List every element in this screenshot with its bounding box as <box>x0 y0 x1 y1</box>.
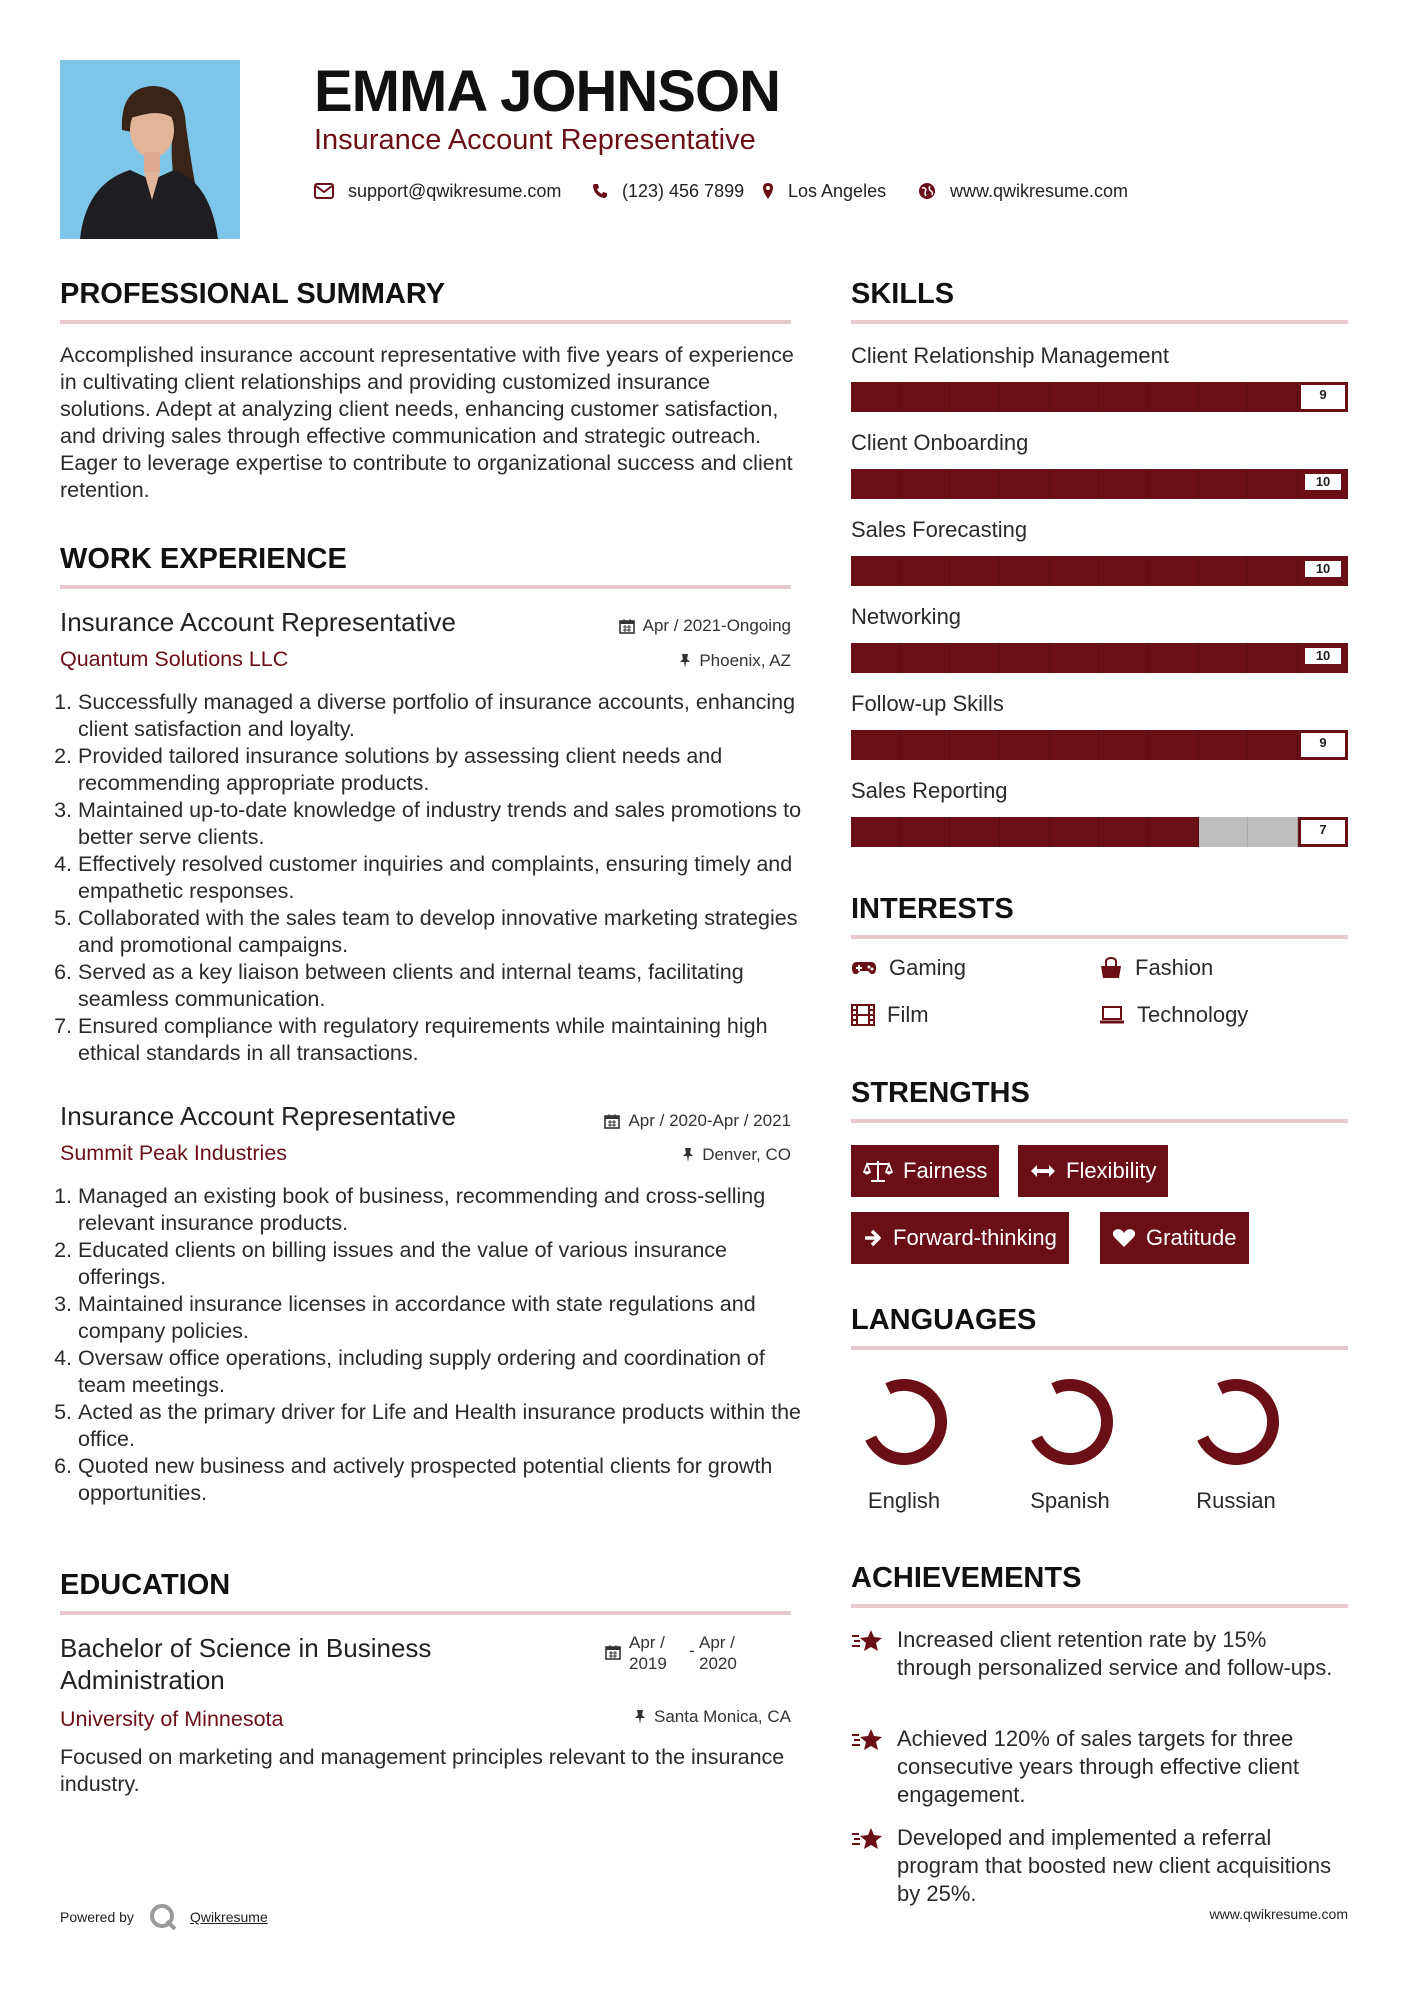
website-text: www.qwikresume.com <box>950 181 1129 201</box>
skill-level-value: 10 <box>1305 561 1341 577</box>
date-separator: - <box>689 1641 695 1660</box>
skill-label: Client Onboarding <box>851 430 1029 455</box>
list-item: 3. Maintained up-to-date knowledge of industry trends and sales promotions to better serve clients. <box>78 797 813 851</box>
skill-segment <box>1149 817 1199 847</box>
skill-segment <box>851 643 901 673</box>
language-level-arc <box>871 1385 941 1459</box>
strength-label: Forward-thinking <box>893 1225 1057 1250</box>
skill-segment <box>1199 730 1249 760</box>
skill-level-value: 10 <box>1305 474 1341 490</box>
balance-scale-icon <box>863 1159 893 1183</box>
list-item: 4. Oversaw office operations, including supply ordering and coordination of team meetings. <box>78 1345 813 1399</box>
skill-label: Networking <box>851 604 962 629</box>
strengths-divider <box>851 1119 1348 1123</box>
skill-segment <box>1149 469 1199 499</box>
shooting-star-icon <box>851 1628 885 1654</box>
list-item: 5. Acted as the primary driver for Life and Health insurance products within the office. <box>78 1399 813 1453</box>
skill-segment <box>1000 556 1050 586</box>
interest-technology <box>1099 1000 1248 1030</box>
skill-level-value: 7 <box>1305 822 1341 838</box>
pushpin-icon <box>634 1709 646 1725</box>
interest-gaming <box>851 953 966 983</box>
list-item: 7. Ensured compliance with regulatory requirements while maintaining high ethical standards in all transactions. <box>78 1013 813 1067</box>
skill-level-box <box>1298 469 1348 499</box>
degree-title: Bachelor of Science in Business Administration <box>60 1633 432 1695</box>
skill-segment <box>1248 469 1298 499</box>
skill-segment <box>950 556 1000 586</box>
achievement-item <box>851 1626 1346 1682</box>
arrows-horizontal-icon <box>1030 1163 1056 1179</box>
job-company: Quantum Solutions LLC <box>60 647 289 671</box>
school-name: University of Minnesota <box>60 1707 284 1731</box>
shooting-star-icon <box>851 1727 885 1753</box>
skill-segment <box>950 817 1000 847</box>
achievements-heading: ACHIEVEMENTS <box>851 1562 1082 1594</box>
language-english <box>834 1370 974 1515</box>
skill-label: Sales Forecasting <box>851 517 1028 542</box>
strength-label: Flexibility <box>1066 1158 1157 1183</box>
skill-segment <box>851 469 901 499</box>
skill-segment <box>1099 469 1149 499</box>
skill-label: Client Relationship Management <box>851 343 1169 368</box>
interests-heading: INTERESTS <box>851 893 1014 925</box>
skill-segment <box>1199 817 1249 847</box>
job-dates-text: Apr / 2020-Apr / 2021 <box>628 1111 791 1130</box>
skill-bar <box>851 469 1348 499</box>
list-item: 4. Effectively resolved customer inquiries and complaints, ensuring timely and empathetic responses. <box>78 851 813 905</box>
job-bullets <box>60 1183 813 1507</box>
job-location-text: Phoenix, AZ <box>699 651 791 670</box>
languages-divider <box>851 1346 1348 1350</box>
skill-bar <box>851 817 1348 847</box>
pushpin-icon <box>679 653 691 669</box>
skill-segment <box>950 382 1000 412</box>
list-item: 6. Quoted new business and actively prospected potential clients for growth opportunities. <box>78 1453 813 1507</box>
skill-level-box <box>1298 817 1348 847</box>
pushpin-icon <box>682 1147 694 1163</box>
envelope-icon <box>314 183 334 199</box>
film-icon <box>851 1004 875 1026</box>
powered-by-text: Powered by <box>60 1909 134 1925</box>
skill-segment <box>851 730 901 760</box>
laptop-icon <box>1099 1005 1125 1025</box>
skills-divider <box>851 320 1348 324</box>
skill-segment <box>1149 730 1199 760</box>
skill-segment <box>1050 556 1100 586</box>
skill-segment <box>1199 469 1249 499</box>
job-dates <box>520 1109 791 1133</box>
education-dates <box>605 1632 795 1676</box>
job-location <box>520 649 791 673</box>
summary-divider <box>60 320 791 324</box>
skills-heading: SKILLS <box>851 278 955 310</box>
skill-segment <box>901 382 951 412</box>
strength-label: Fairness <box>903 1158 988 1183</box>
achievements-divider <box>851 1604 1348 1608</box>
skill-level-box <box>1298 643 1348 673</box>
skill-level-value: 10 <box>1305 648 1341 664</box>
achievement-text: Developed and implemented a referral program that boosted new client acquisitions by 25%. <box>897 1825 1332 1906</box>
calendar-icon <box>619 618 635 634</box>
skill-segment <box>950 730 1000 760</box>
language-spanish <box>1000 1370 1140 1515</box>
qwikresume-link[interactable]: Qwikresume <box>189 1909 268 1925</box>
education-location <box>520 1705 791 1729</box>
skill-segment <box>1149 382 1199 412</box>
skill-segment <box>901 643 951 673</box>
skill-label: Sales Reporting <box>851 778 1008 803</box>
contact-location <box>762 178 886 204</box>
skill-segment <box>901 469 951 499</box>
interest-film <box>851 1000 929 1030</box>
job-company: Summit Peak Industries <box>60 1141 288 1165</box>
skill-segment <box>1199 556 1249 586</box>
skill-level-value: 9 <box>1305 735 1341 751</box>
profile-photo <box>60 60 240 239</box>
gamepad-icon <box>851 960 877 976</box>
achievement-text: Increased client retention rate by 15% through personalized service and follow-ups. <box>897 1627 1333 1680</box>
education-start: Apr / 2019 <box>629 1633 667 1673</box>
language-label: English <box>867 1488 941 1513</box>
language-label: Spanish <box>1030 1488 1110 1513</box>
skill-bar <box>851 643 1348 673</box>
list-item: 2. Educated clients on billing issues and the value of various insurance offerings. <box>78 1237 813 1291</box>
job-dates <box>520 614 791 638</box>
skill-segment <box>1248 382 1298 412</box>
skill-segment <box>1199 643 1249 673</box>
list-item: 3. Maintained insurance licenses in accordance with state regulations and company policies. <box>78 1291 813 1345</box>
skill-segment <box>1000 730 1050 760</box>
email-text: support@qwikresume.com <box>348 181 562 201</box>
skill-segment <box>1050 817 1100 847</box>
skill-segment <box>1000 469 1050 499</box>
skill-segment <box>1248 817 1298 847</box>
skill-segment <box>901 730 951 760</box>
strength-forward-thinking <box>851 1212 1069 1264</box>
experience-heading: WORK EXPERIENCE <box>60 543 347 575</box>
skill-segment <box>1050 382 1100 412</box>
phone-text: (123) 456 7899 <box>622 181 745 201</box>
skill-segment <box>1248 730 1298 760</box>
list-item: 1. Managed an existing book of business, recommending and cross-selling relevant insurance products. <box>78 1183 813 1237</box>
education-location-text: Santa Monica, CA <box>653 1707 791 1726</box>
strength-fairness <box>851 1145 999 1197</box>
education-divider <box>60 1611 791 1615</box>
skill-segment <box>1199 382 1249 412</box>
portrait-image <box>60 60 240 239</box>
experience-divider <box>60 585 791 589</box>
skill-segment <box>1149 556 1199 586</box>
skill-level-box <box>1298 556 1348 586</box>
contact-website[interactable] <box>918 178 1128 204</box>
footer-powered <box>60 1902 268 1932</box>
candidate-title: Insurance Account Representative <box>314 124 756 156</box>
job-bullets <box>60 689 813 1067</box>
skill-segment <box>851 817 901 847</box>
qwikresume-logo-icon <box>148 1902 178 1932</box>
education-description: Focused on marketing and management principles relevant to the insurance industry. <box>60 1745 785 1796</box>
language-level-arc <box>1203 1385 1273 1459</box>
contact-email[interactable] <box>314 178 561 204</box>
achievement-item <box>851 1824 1346 1908</box>
candidate-name: EMMA JOHNSON <box>314 59 780 124</box>
contact-phone[interactable] <box>592 178 744 204</box>
job-dates-text: Apr / 2021-Ongoing <box>642 616 791 635</box>
strengths-heading: STRENGTHS <box>851 1077 1030 1109</box>
skill-segment <box>1050 730 1100 760</box>
location-text: Los Angeles <box>788 181 887 201</box>
summary-text: Accomplished insurance account representative with five years of experience in cultivating client relationships and providing customized insurance solutions. Adept at analyzing client needs, enhancing customer satisfaction, and driving sales through effective communication and strategic outreach. Eager to leverage expertise to contribute to organizational success and client retention. <box>60 343 794 502</box>
strength-gratitude <box>1100 1212 1249 1264</box>
interest-label: Fashion <box>1135 955 1214 980</box>
summary-heading: PROFESSIONAL SUMMARY <box>60 278 446 310</box>
job-title: Insurance Account Representative <box>60 607 457 637</box>
skill-level-box <box>1298 730 1348 760</box>
map-pin-icon <box>762 182 774 200</box>
skill-segment <box>1248 556 1298 586</box>
language-level-ring <box>1166 1370 1306 1470</box>
language-label: Russian <box>1196 1488 1276 1513</box>
skill-segment <box>1149 643 1199 673</box>
skill-segment <box>1000 643 1050 673</box>
strength-flexibility <box>1018 1145 1168 1197</box>
skill-segment <box>1000 382 1050 412</box>
skill-bar <box>851 730 1348 760</box>
language-level-arc <box>1037 1385 1107 1459</box>
arrow-right-icon <box>863 1228 883 1248</box>
skill-label: Follow-up Skills <box>851 691 1004 716</box>
list-item: 5. Collaborated with the sales team to develop innovative marketing strategies and promotional campaigns. <box>78 905 813 959</box>
interest-label: Gaming <box>889 955 967 980</box>
skill-segment <box>851 382 901 412</box>
achievement-text: Achieved 120% of sales targets for three consecutive years through effective client engagement. <box>897 1726 1299 1807</box>
job-title: Insurance Account Representative <box>60 1101 457 1131</box>
language-level-ring <box>1000 1370 1140 1470</box>
skill-level-value: 9 <box>1305 387 1341 403</box>
skill-segment <box>1050 643 1100 673</box>
job-location <box>520 1143 791 1167</box>
interest-label: Technology <box>1137 1002 1249 1027</box>
skill-segment <box>851 556 901 586</box>
achievement-item <box>851 1725 1346 1809</box>
skill-segment <box>1099 730 1149 760</box>
interests-divider <box>851 935 1348 939</box>
skill-segment <box>901 556 951 586</box>
skill-segment <box>950 643 1000 673</box>
footer-website[interactable]: www.qwikresume.com <box>1209 1906 1348 1922</box>
strength-label: Gratitude <box>1146 1225 1237 1250</box>
skill-segment <box>1099 817 1149 847</box>
skill-bar <box>851 556 1348 586</box>
languages-heading: LANGUAGES <box>851 1304 1037 1336</box>
skill-bar <box>851 382 1348 412</box>
skill-segment <box>1099 643 1149 673</box>
education-end: Apr / 2020 <box>699 1633 737 1673</box>
shopping-bag-icon <box>1099 957 1123 979</box>
skill-segment <box>1050 469 1100 499</box>
language-level-ring <box>834 1370 974 1470</box>
list-item: 6. Served as a key liaison between clients and internal teams, facilitating seamless communication. <box>78 959 813 1013</box>
skill-segment <box>901 817 951 847</box>
list-item: 2. Provided tailored insurance solutions by assessing client needs and recommending appropriate products. <box>78 743 813 797</box>
calendar-icon <box>604 1113 620 1129</box>
skill-segment <box>950 469 1000 499</box>
heart-icon <box>1112 1228 1136 1248</box>
skill-segment <box>1099 382 1149 412</box>
interest-label: Film <box>887 1002 929 1027</box>
skill-level-box <box>1298 382 1348 412</box>
phone-icon <box>592 183 608 199</box>
list-item: 1. Successfully managed a diverse portfolio of insurance accounts, enhancing client satisfaction and loyalty. <box>78 689 813 743</box>
job-location-text: Denver, CO <box>702 1145 791 1164</box>
skill-segment <box>1000 817 1050 847</box>
interest-fashion <box>1099 953 1213 983</box>
calendar-icon <box>605 1644 621 1660</box>
skill-segment <box>1099 556 1149 586</box>
globe-icon <box>918 182 936 200</box>
shooting-star-icon <box>851 1826 885 1852</box>
language-russian <box>1166 1370 1306 1515</box>
education-heading: EDUCATION <box>60 1569 231 1601</box>
skill-segment <box>1248 643 1298 673</box>
